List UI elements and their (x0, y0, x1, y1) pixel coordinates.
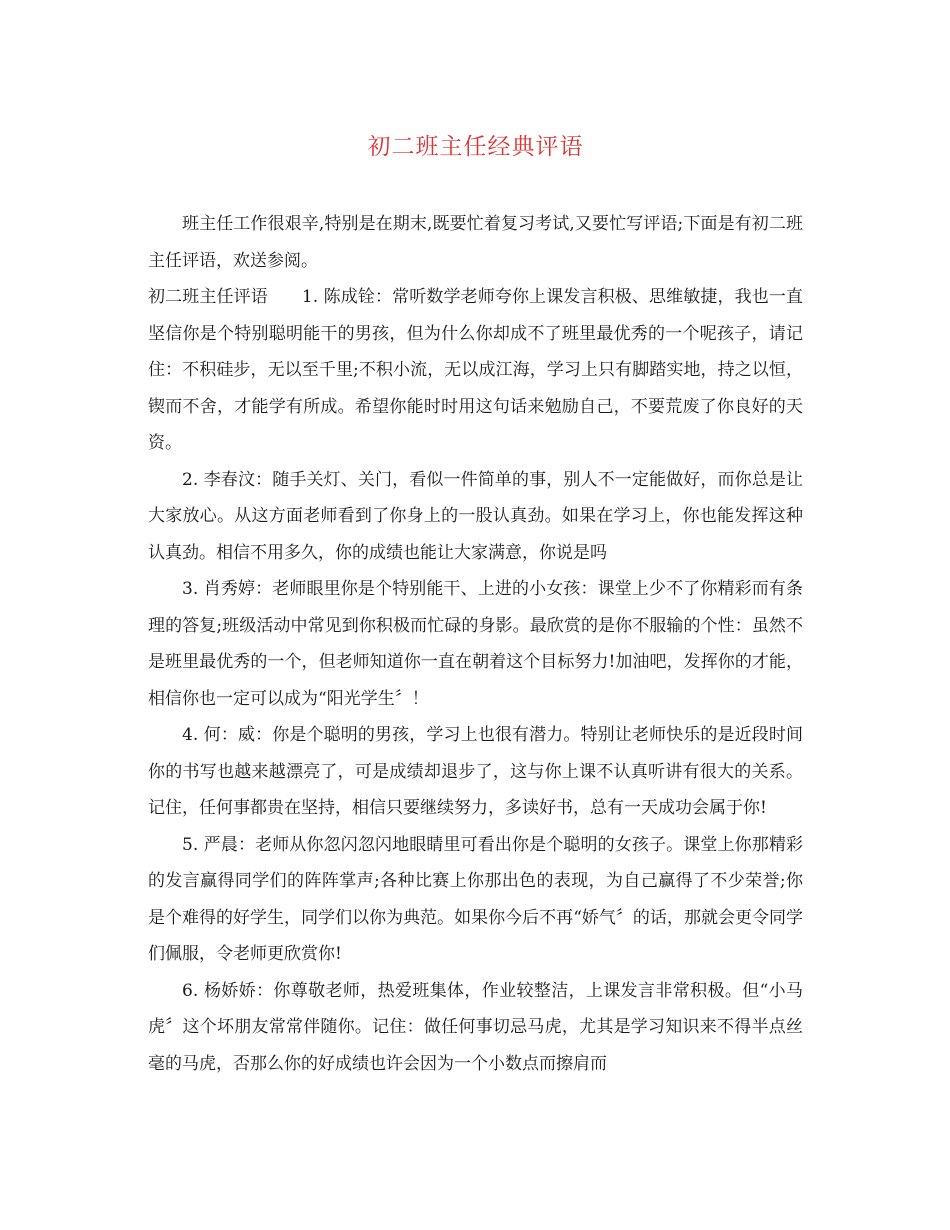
comment-text-1: 1. 陈成铨：常听数学老师夸你上课发言积极、思维敏捷，我也一直坚信你是个特别聪明能干的男孩，但为什么你却成不了班里最优秀的一个呢孩子，请记住：不积硅步，无以至千里;不积小流，无以成江海，学习上只有脚踏实地，持之以恒，锲而不舍，才能学有所成。希望你能时时用这句话来勉励自己，不要荒废了你良好的天资。 (148, 287, 803, 453)
comment-paragraph-2: 2. 李春汶：随手关灯、关门，看似一件简单的事，别人不一定能做好，而你总是让大家放心。从这方面老师看到了你身上的一股认真劲。如果在学习上，你也能发挥这种认真劲。相信不用多久，你的成绩也能让大家满意，你说是吗 (148, 469, 803, 563)
comment-paragraph-6: 6. 杨娇娇：你尊敬老师，热爱班集体，作业较整洁，上课发言非常积极。但“小马虎〞这个坏朋友常常伴随你。记住：做任何事切忌马虎，尤其是学习知识来不得半点丝毫的马虎，否那么你的好成绩也许会因为一个小数点而擦肩而 (148, 980, 803, 1074)
section-label: 初二班主任评语 (148, 287, 268, 307)
comment-paragraph-4: 4. 何：威：你是个聪明的男孩，学习上也很有潜力。特别让老师快乐的是近段时间你的书写也越来越漂亮了，可是成绩却退步了，这与你上课不认真听讲有很大的关系。记住，任何事都贵在坚持，相信只要继续努力，多读好书，总有一天成功会属于你! (148, 725, 803, 818)
document-title: 初二班主任经典评语 (367, 134, 584, 160)
comment-paragraph-5: 5. 严晨：老师从你忽闪忽闪地眼睛里可看出你是个聪明的女孩子。课堂上你那精彩的发言赢得同学们的阵阵掌声;各种比赛上你那出色的表现，为自己赢得了不少荣誉;你是个难得的好学生，同学们以你为典范。如果你今后不再“娇气〞的话，那就会更令同学们佩服，令老师更欣赏你! (148, 834, 803, 964)
comment-paragraph-1 (148, 279, 803, 462)
document-body (148, 206, 803, 1082)
comment-paragraph-3: 3. 肖秀婷：老师眼里你是个特别能干、上进的小女孩：课堂上少不了你精彩而有条理的答复;班级活动中常见到你积极而忙碌的身影。最欣赏的是你不服输的个性：虽然不是班里最优秀的一个，但老师知道你一直在朝着这个目标努力!加油吧，发挥你的才能，相信你也一定可以成为“阳光学生〞！ (148, 579, 803, 709)
intro-paragraph: 班主任工作很艰辛,特别是在期末,既要忙着复习考试,又要忙写评语;下面是有初二班主任评语，欢送参阅。 (148, 214, 803, 271)
